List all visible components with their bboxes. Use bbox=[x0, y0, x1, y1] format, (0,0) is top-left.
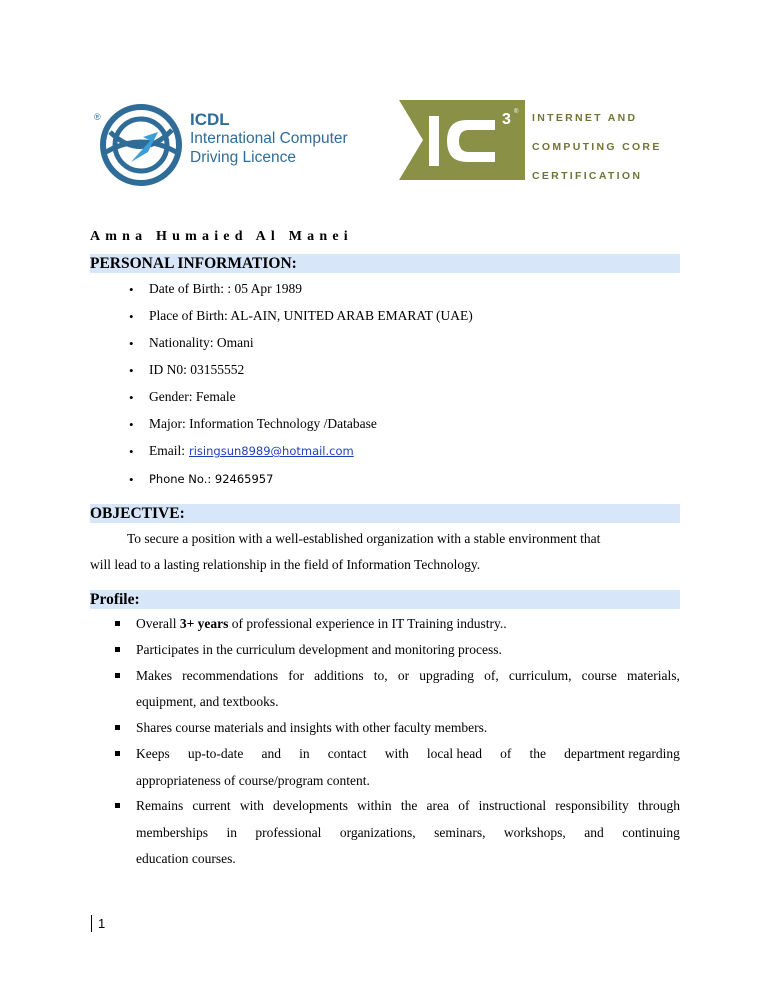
word: Makes bbox=[136, 668, 172, 683]
icdl-globe-logo bbox=[98, 102, 184, 188]
bullet-dot-icon: • bbox=[129, 390, 134, 405]
list-item bbox=[129, 308, 473, 324]
id-text: ID N0: 03155552 bbox=[149, 362, 245, 377]
personal-info-heading: PERSONAL INFORMATION: bbox=[90, 254, 680, 273]
word: workshops, bbox=[503, 825, 566, 840]
list-item bbox=[136, 616, 507, 632]
word: course bbox=[581, 668, 617, 683]
icdl-title: ICDL bbox=[190, 110, 230, 129]
bullet-dot-icon: • bbox=[129, 444, 134, 459]
square-bullet-icon bbox=[115, 621, 120, 626]
word: additions bbox=[314, 668, 364, 683]
icdl-subtitle-2: Driving Licence bbox=[190, 149, 296, 166]
word: up-to-date bbox=[187, 746, 244, 761]
icdl-logo-text bbox=[190, 110, 348, 167]
list-item bbox=[129, 281, 302, 297]
bullet-dot-icon: • bbox=[129, 363, 134, 378]
word: to, bbox=[373, 668, 388, 683]
major-text: Major: Information Technology /Database bbox=[149, 416, 377, 431]
list-item: Shares course materials and insights with other faculty members. bbox=[136, 720, 488, 735]
profile-item-1-pre: Overall bbox=[136, 616, 180, 631]
word: curriculum, bbox=[508, 668, 572, 683]
word: and bbox=[261, 746, 281, 761]
objective-line-1: To secure a position with a well-established organization with a stable environment that bbox=[127, 531, 601, 546]
word: contact bbox=[327, 746, 367, 761]
word: responsibility bbox=[555, 798, 629, 813]
word: area bbox=[426, 798, 450, 813]
bullet-dot-icon: • bbox=[129, 336, 134, 351]
list-item bbox=[129, 335, 254, 351]
ic3-logo bbox=[399, 100, 525, 180]
word: continuing bbox=[622, 825, 680, 840]
profile-item-6-line-3: education courses. bbox=[136, 851, 236, 866]
icdl-registered-mark: ® bbox=[94, 112, 101, 122]
profile-heading: Profile: bbox=[90, 590, 680, 609]
profile-item-5-line-1 bbox=[136, 746, 680, 762]
objective-heading: OBJECTIVE: bbox=[90, 504, 680, 523]
icdl-subtitle-1: International Computer bbox=[190, 130, 348, 147]
square-bullet-icon bbox=[115, 647, 120, 652]
profile-item-3-line-1 bbox=[136, 668, 680, 684]
word: materials, bbox=[627, 668, 680, 683]
word: seminars, bbox=[434, 825, 486, 840]
word: recommendations bbox=[182, 668, 279, 683]
word: Remains bbox=[136, 798, 184, 813]
word: professional bbox=[255, 825, 322, 840]
word: of bbox=[500, 746, 512, 761]
list-item bbox=[129, 471, 274, 487]
page-number: 1 bbox=[98, 916, 106, 931]
word: department regarding bbox=[564, 746, 680, 761]
email-link[interactable]: risingsun8989@hotmail.com bbox=[189, 444, 354, 458]
word: current bbox=[192, 798, 231, 813]
nationality-text: Nationality: Omani bbox=[149, 335, 254, 350]
ic3-logo-text bbox=[532, 104, 662, 191]
word: instructional bbox=[478, 798, 547, 813]
profile-item-1-bold: 3+ years bbox=[179, 616, 229, 631]
square-bullet-icon bbox=[115, 803, 120, 808]
word: local head bbox=[426, 746, 483, 761]
profile-item-6-line-1 bbox=[136, 798, 680, 814]
profile-item-5-line-2: appropriateness of course/program content. bbox=[136, 773, 370, 788]
bullet-dot-icon: • bbox=[129, 417, 134, 432]
profile-item-6-line-2 bbox=[136, 825, 680, 841]
bullet-dot-icon: • bbox=[129, 282, 134, 297]
word: through bbox=[637, 798, 680, 813]
word: Keeps bbox=[136, 746, 170, 761]
list-item: Participates in the curriculum development and monitoring process. bbox=[136, 642, 502, 657]
gender-text: Gender: Female bbox=[149, 389, 236, 404]
word: and bbox=[584, 825, 604, 840]
list-item bbox=[129, 362, 245, 378]
word: of, bbox=[484, 668, 499, 683]
word: organizations, bbox=[339, 825, 416, 840]
objective-line-2: will lead to a lasting relationship in the field of Information Technology. bbox=[90, 557, 481, 572]
word: in bbox=[226, 825, 237, 840]
list-item bbox=[129, 443, 354, 459]
profile-item-1-post: of professional experience in IT Training industry.. bbox=[228, 616, 507, 631]
ic3-registered-mark: ® bbox=[514, 109, 519, 115]
word: memberships bbox=[136, 825, 208, 840]
square-bullet-icon bbox=[115, 725, 120, 730]
word: of bbox=[458, 798, 470, 813]
bullet-dot-icon: • bbox=[129, 309, 134, 324]
word: the bbox=[400, 798, 418, 813]
list-item bbox=[129, 416, 377, 432]
word: developments bbox=[273, 798, 348, 813]
candidate-name: Amna Humaied Al Manei bbox=[90, 229, 353, 244]
word: in bbox=[299, 746, 310, 761]
word: with bbox=[239, 798, 264, 813]
ic3-superscript: 3 bbox=[502, 111, 511, 128]
ic3-line-2: COMPUTING CORE bbox=[532, 141, 662, 153]
square-bullet-icon bbox=[115, 751, 120, 756]
list-item bbox=[129, 389, 236, 405]
word: for bbox=[288, 668, 305, 683]
header-logos bbox=[90, 96, 690, 186]
word: upgrading bbox=[419, 668, 474, 683]
email-label: Email: bbox=[149, 443, 185, 458]
dob-text: Date of Birth: : 05 Apr 1989 bbox=[149, 281, 302, 296]
word: the bbox=[529, 746, 546, 761]
word: or bbox=[397, 668, 410, 683]
word: with bbox=[384, 746, 409, 761]
ic3-line-3: CERTIFICATION bbox=[532, 170, 643, 182]
ic3-line-1: INTERNET AND bbox=[532, 112, 638, 124]
phone-text: Phone No.: 92465957 bbox=[149, 472, 274, 486]
word: within bbox=[357, 798, 392, 813]
bullet-dot-icon: • bbox=[129, 472, 134, 487]
profile-item-3-line-2: equipment, and textbooks. bbox=[136, 694, 279, 709]
square-bullet-icon bbox=[115, 673, 120, 678]
pob-text: Place of Birth: AL-AIN, UNITED ARAB EMARAT (UAE) bbox=[149, 308, 473, 323]
page-number-divider bbox=[91, 915, 92, 932]
